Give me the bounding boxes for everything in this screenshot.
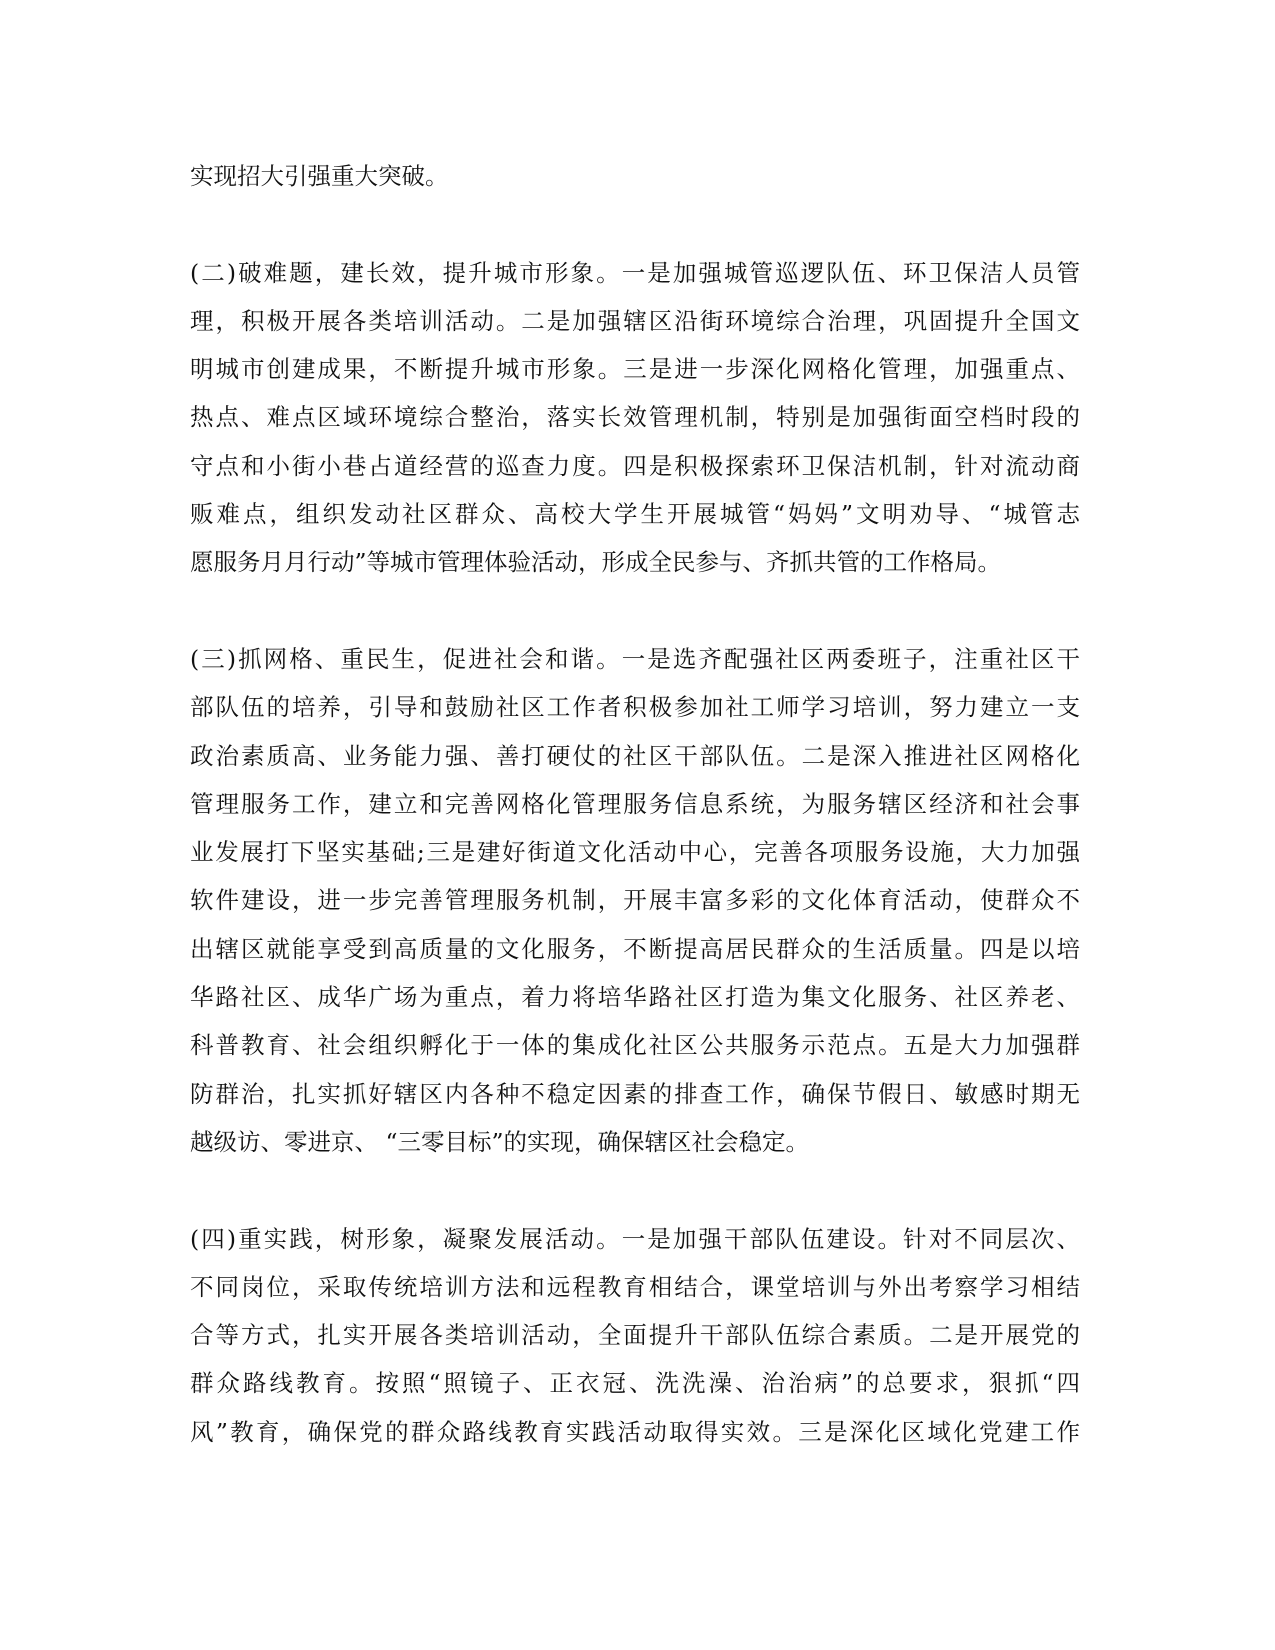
- text-line: 软件建设，进一步完善管理服务机制，开展丰富多彩的文化体育活动，使群众不: [190, 886, 1080, 915]
- text-line: (三)抓网格、重民生，促进社会和谐。一是选齐配强社区两委班子，注重社区干: [190, 644, 1080, 673]
- text-line: 理，积极开展各类培训活动。二是加强辖区沿街环境综合治理，巩固提升全国文: [190, 306, 1080, 335]
- text-line: 科普教育、社会组织孵化于一体的集成化社区公共服务示范点。五是大力加强群: [190, 1031, 1080, 1060]
- paragraph-4: [190, 1215, 1080, 1456]
- text-line: 出辖区就能享受到高质量的文化服务，不断提高居民群众的生活质量。四是以培: [190, 934, 1080, 963]
- text-line: 群众路线教育。按照“照镜子、正衣冠、洗洗澡、治治病”的总要求，狠抓“四: [190, 1369, 1080, 1398]
- text-line: 部队伍的培养，引导和鼓励社区工作者积极参加社工师学习培训，努力建立一支: [190, 693, 1080, 722]
- paragraph-gap: [190, 587, 1080, 635]
- text-line: 贩难点，组织发动社区群众、高校大学生开展城管“妈妈”文明劝导、“城管志: [190, 500, 1080, 529]
- text-line: 越级访、零进京、 “三零目标”的实现，确保辖区社会稳定。: [190, 1127, 809, 1156]
- text-line: 业发展打下坚实基础;三是建好街道文化活动中心，完善各项服务设施，大力加强: [190, 838, 1080, 867]
- text-line: 不同岗位，采取传统培训方法和远程教育相结合，课堂培训与外出考察学习相结: [190, 1272, 1080, 1301]
- text-line: 合等方式，扎实开展各类培训活动，全面提升干部队伍综合素质。二是开展党的: [190, 1321, 1080, 1350]
- text-line: 管理服务工作，建立和完善网格化管理服务信息系统，为服务辖区经济和社会事: [190, 789, 1080, 818]
- paragraph-gap: [190, 1166, 1080, 1214]
- text-line: 热点、难点区域环境综合整治，落实长效管理机制，特别是加强街面空档时段的: [190, 403, 1080, 432]
- text-line: (二)破难题，建长效，提升城市形象。一是加强城管巡逻队伍、环卫保洁人员管: [190, 258, 1080, 287]
- paragraph-1: [190, 152, 1080, 200]
- text-line: 华路社区、成华广场为重点，着力将培华路社区打造为集文化服务、社区养老、: [190, 983, 1080, 1012]
- paragraph-3: [190, 635, 1080, 1166]
- text-line: 愿服务月月行动”等城市管理体验活动，形成全民参与、齐抓共管的工作格局。: [190, 548, 1002, 577]
- paragraph-gap: [190, 200, 1080, 248]
- text-line: 实现招大引强重大突破。: [190, 162, 449, 190]
- text-line: 防群治，扎实抓好辖区内各种不稳定因素的排查工作，确保节假日、敏感时期无: [190, 1079, 1080, 1108]
- text-line: 风”教育，确保党的群众路线教育实践活动取得实效。三是深化区域化党建工作: [190, 1417, 1080, 1446]
- text-line: 明城市创建成果，不断提升城市形象。三是进一步深化网格化管理，加强重点、: [190, 355, 1080, 384]
- text-line: (四)重实践，树形象，凝聚发展活动。一是加强干部队伍建设。针对不同层次、: [190, 1224, 1080, 1253]
- text-line: 守点和小街小巷占道经营的巡查力度。四是积极探索环卫保洁机制，针对流动商: [190, 451, 1080, 480]
- paragraph-2: [190, 249, 1080, 587]
- text-line: 政治素质高、业务能力强、善打硬仗的社区干部队伍。二是深入推进社区网格化: [190, 741, 1080, 770]
- document-body: [190, 152, 1080, 1456]
